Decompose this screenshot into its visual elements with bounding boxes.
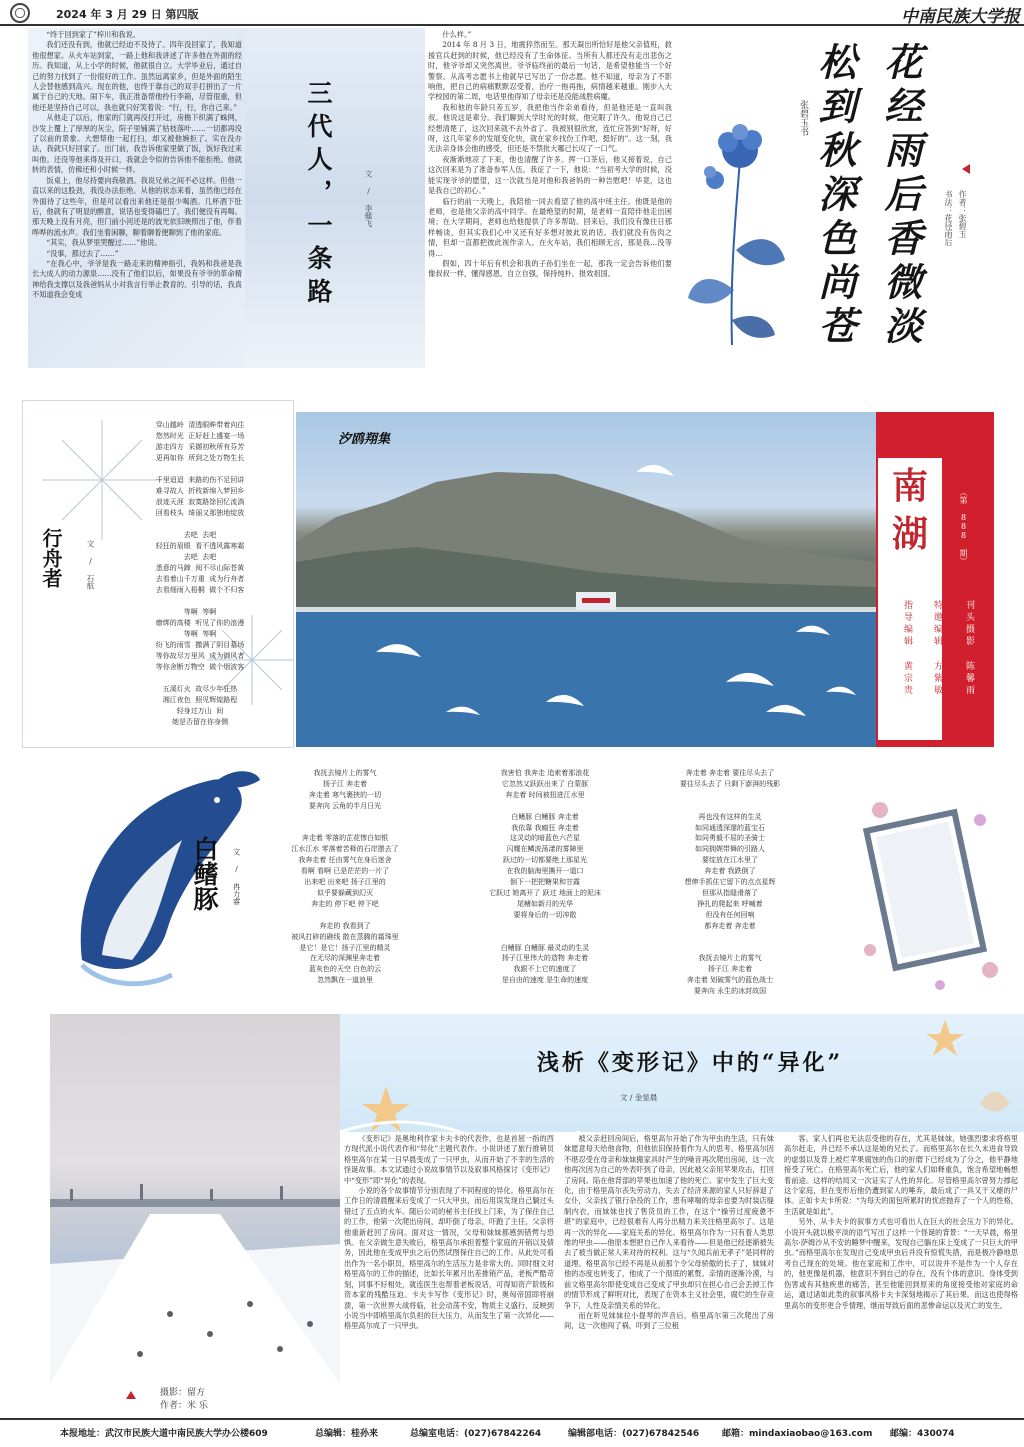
paragraph: 被父亲赶回房间后，格里高尔开始了作为甲虫的生活，只有妹妹愿意每天给他食物，但他依旧保持着作为人的思考。格里高尔因不堪忍受在母亲和妹妹搬家具时产生的噪音再次爬出房间，这一次他再次因为自己的外表吓到了母亲，因此被父亲用苹果攻击，打回了房间。陷在他背部的苹果也加速了他的死亡。家中发生了巨大变化，由于格里高尔丧失劳动力，失去了经济来源的家人只好辞退了女仆，父亲找了银行杂役的工作，患有哮喘的母亲也要为时装店缝制内衣，而妹妹也找了售货员的工作，在这个“操劳过度疲惫不堪”的家庭中，已经很难有人再分出精力来关注格里高尔了。这是再一次的异化——家庭关系的异化。格里高尔作为一只有着人类思维的甲虫——他原本想把自己作人来看待——但是他已经逐渐被失去了被当做正常人来对待的权利。这与“久闻兵前无孝子”是同样的道理。格里高尔已经不再是从前那个令父母骄傲的长子了，妹妹对他的态度也转变了，他成了一个彻底的累赘。亲情的逐渐冷漠，与前文格里高尔即使变成自己变成了甲虫却只在担心自己会丢掉工作的情节形成了鲜明对比，表现了在资本主义社会里，腐烂的生存竞争下，人性及亲情关系的异化。 — [564, 1134, 774, 1310]
poem-xing-body — [110, 420, 290, 740]
paragraph: 另外，从卡夫卡的叙事方式也可看出人在巨大的社会压力下的异化。小说开头就以极平淡的语气写出了这样一个怪诞的背景：“一天早晨，格里高尔·萨姆沙从不安的睡梦中醒来，发现自己躺在床上变成了一只巨大的甲虫。”而格里高尔在发现自己变成甲虫后并没有惊慌失措，而是极冷静地思考自己现在的处境。他在家庭和工作中，可以说并不是作为一个人存在的，他更像是机器，他意识不到自己的存在，没有个体的意识。身体受到伤害或有其他疾患的痛苦，甚至他能回到原来的角度接受他对家庭的命运，通过诸如此类的叙事风格卡夫卡深刻地揭示了其后果。而这也使得格里高尔的变形更合乎情理，继而导致后面的悲惨命运以及灭亡的发生。 — [784, 1217, 1018, 1310]
photo-bottom-credit-photo: 摄影：留方 — [160, 1388, 206, 1398]
nanhu-staff-photo: 刊头摄影 陈馨雨 — [964, 600, 974, 697]
red-marker-icon — [126, 1391, 136, 1399]
poem-orca-column-2: 我害怕 我奔走 追索着那浪花 它忽然又跃跃出来了 白蒙豚 奔走着 时间被扭进江水里 白鳍豚 白鳍豚 奔走着 我依靠 我瘢狂 奔走着 这灵动的暗蓝色六芒星 闪耀在鳞波荡漾的雾障里 跃过的一切都要绝上那星光 在我的脑海里撕开一道口 倒下一把把糖果和甘露 它跃过 她离开了 跃过 地面上的泥沫 尾鳍如新月的光华 要将身后的一切冲散 白鳍豚 白鳍豚 最灵动的生灵 扬子江里伟大的造物 奔走着 我跟不上它的速度了 是自由的速度 是生命的速度 — [489, 769, 601, 985]
calligraphy-signature: 张碧玉书 — [798, 100, 808, 136]
poem-orca-column-3: 奔走着 奔走着 要往尽头去了 要往尽头去了 只剩下澎湃的残影 再也没有这样的生灵 如同通透深邃的蓝宝石 如同勇毅不屈的圣骑士 如同拥娓带舞的引路人 要绽放在江水里了 奔走着 我跌倒了 想伸手抓住它留下的点点星辉 但那从指缝滑落了 挣扎的爬起来 呼喊着 但没有任何回响 都奔走着 奔走着 我抚去镜片上的雾气 扬子江 奔走着 奔走着 划破雾气的蓝色战士 要奔向 永生的冰封故国 — [679, 769, 781, 996]
poem-orca-author: 文 / 冉力睿 — [232, 848, 241, 905]
paragraph: 《变形记》是奥地利作家卡夫卡的代表作，也是首屈一指的西方现代派小说代表作和“异化”主题代表作。小说讲述了旅行推销员格里高尔在某一日早晨变成了一只甲虫，从而开始了不幸的生活的怪诞故事。本文试通过小说故事情节以及叙事风格探讨《变形记》中“变形”即“异化”的表现。 — [344, 1134, 554, 1185]
nanhu-issue-number: （第 888 期） — [959, 488, 968, 565]
lake-scene-illustration-icon — [296, 412, 876, 747]
nanhu-staff-advisor: 指导编辑 黄宗贵 — [902, 600, 912, 697]
calligraphy-credit-method: 书法：花径雨后 — [944, 190, 953, 246]
paragraph: 而在听见妹妹拉小提琴的声音后，格里高尔第三次爬出了房间，这一次他闯了祸，吓到了三位租 — [564, 1310, 774, 1331]
paragraph: “在我心中，爷爷是我一路走来的精神指引，我妈和我爸是我长大成人的动力源泉……没有了他们以后，如果没有爷爷的革命精神给我支撑以及我爸妈从小对我言行举止教育的、引导的话，我真不知道我会变成 — [32, 258, 242, 300]
poem-stanza: 千里迢迢 来路的伤不足回讲 难寻故人 折枝新绵入梦回乡 浪迹天涯 寂寞路馀回忆流淌 回看枝头 绮丽又那独地绽放 — [155, 476, 245, 517]
photo-bottom-credit-author: 作者：米 乐 — [160, 1401, 208, 1411]
paragraph: “其实，我从梦里哭醒过……”他说。 — [46, 238, 162, 248]
calligraphy-line-1: 花经雨后香微淡 — [878, 42, 923, 350]
snow-bridge-scene-illustration-icon — [50, 1014, 340, 1384]
poem-stanza: 穿山越岭 清透眼眸带着向往 悠然时光 正好赶上盛宴一场 游走四方 采撷初秋所有芬芳 更再如你 所到之处万物生长 — [155, 421, 245, 462]
article1-title: 三代人，一条路 — [304, 80, 333, 311]
newspaper-name: 中南民族大学报 — [901, 7, 1020, 27]
poem-stanza: 去吧 去吧 轻狂的眉眼 看不透风露寒霜 去吧 去吧 悉意的马蹄 阅不尽山际苍黄 去看着山千万重 成为行舟者 去看细雨入梧桐 做个不归客 — [155, 531, 245, 594]
paragraph: 小说的各个故事情节分别表现了不同程度的异化。格里高尔在工作日的清晨醒来后变成了一只大甲虫，而后用误发现自己躺过头错过了五点的火车。随后公司的秘书主任找上门来，为了保住自己的工作，他第一次爬出房间，却吓倒了母亲，吓跑了主任，父亲将他重新赶回了房间。面对这一情况，父母和妹妹都感到错愕与恐惧。在父亲做生意失败后，格里高尔承担着整个家庭的开销以及债务，因此他在变成甲虫之后仍然试图保住自己的工作。从此处可看出作为一名小职员，格里高尔的生活压力是非常大的。同时细文对格里高尔的工作的描述，比如长年累月出差推销产品，老板严酷苛刻，同事不好相处，就连医生也帮着老板说话，可得知资产阶级和资本家的残酷压迫。卡夫卡写作《变形记》时，奥匈帝国即将崩溃，第一次世界大战将临，社会动荡不安，物质主义盛行，反映到小说当中即格里高尔负担的巨大压力，从而发生了第一次异化——格里高尔成了一只甲虫。 — [344, 1186, 554, 1331]
article1-column-2 — [428, 30, 672, 366]
essay-author: 文 / 金显晨 — [620, 1093, 658, 1102]
paragraph: 饭桌上，他尽持要向我敬酒。我说兄弟之间不必这样。但他一直以来的这股劲，我没办法拒绝。从他的状态来看，虽然他已经在外面待了这些年，但是可以看出来他还是很少喝酒。几杯酒下肚后，他就有了明显的醉意，说话也变得磕巴了，我们便没有再喝。那天晚上没有月亮，但门前小河还是的波光依旧映照出了他，伴着哗哗的流水声。我们坐着闲聊，聊着聊着便聊到了他的家庭。 — [32, 175, 242, 237]
mirror-frame-illustration-icon — [840, 780, 1010, 1000]
paragraph: “没事，都过去了……” — [46, 248, 119, 258]
red-marker-icon — [962, 164, 970, 174]
calligraphy-line-2: 松到秋深色尚苍 — [812, 42, 857, 350]
nanhu-staff-editor: 特邀编辑 方紫敏 — [932, 600, 942, 697]
paragraph: 临行的前一天晚上，我陪他一同去看望了他的高中班主任。他既是他的老师，也是他父亲的高中同学。在最绝望的时期，是老师一直陪伴他走出困境；在大学期间，老师也给他提供了许多帮助。回来后，我们没有像往日那样畅谈，但其实我们心中又还有好多想对彼此说的话。我们就没有伤肉之情，但却一直都把彼此视作亲人。在火车站，我们相顾无言，那是我…没等得… — [428, 196, 672, 258]
page-footer — [0, 1418, 1024, 1447]
essay-title: 浅析《变形记》中的“异化” — [536, 1050, 844, 1076]
article1-author: 文 / 李健飞 — [364, 170, 373, 227]
paragraph: 从他走了以后，他家的门就再没打开过，房檐下织满了蛛网，沙发上覆上了厚厚的灰尘，院子里铺满了枯枝落叶……一切都再没了以前的景象。大想帮他一起打扫，却又被他婉拒了。实在没办法，我就只好回家了。出门前，我告诉他家里做了饭，饭好我过来叫他。还没等他来得及开口，我就会令似的告诉他不能拒绝。他就转的表情，仿佛还和小时候一样。 — [32, 113, 242, 175]
snow-bridge-photo — [50, 1014, 340, 1384]
essay-column-1 — [344, 1134, 554, 1416]
nanhu-title: 南湖 — [891, 465, 928, 555]
paragraph: 夜渐渐地凉了下来，他也清醒了许多。挥一口茶后，他又接着说，自己这次回来是为了准备参军人伍。我征了一下，他说：“当初考大学的时候，没能实现爷爷的愿望，这一次就当是对他和我爸妈的一种告慰吧！毕竟，这也是我自己的初心。” — [428, 154, 672, 196]
blue-flower-illustration-icon — [680, 120, 790, 350]
essay-column-3 — [784, 1134, 1018, 1416]
calligraphy-credit-author: 作者：张碧玉 — [958, 190, 967, 238]
footer-email: 邮箱：mindaxiaobao@163.com — [722, 1429, 873, 1439]
article1-column-1 — [32, 30, 242, 366]
poem-xing-title: 行舟者 — [39, 528, 63, 588]
footer-address: 本报地址：武汉市民族大道中南民族大学办公楼609 — [60, 1429, 268, 1439]
issue-date: 2024 年 3 月 29 日 第四版 — [56, 8, 199, 21]
photo-bottom-credit — [160, 1387, 280, 1417]
poem-xing-author: 文 / 石航 — [86, 540, 95, 590]
poem-stanza: 五溪灯火 故尽少年狂热 湘江夜色 照见辉煌路程 轻身过万山 间 她是否留在你身侧 — [162, 685, 238, 726]
paragraph: 客。家人们再也无法忍受他的存在，尤其是妹妹，她强烈要求将格里高尔赶走，并已经不承认这是她的兄长了。而格里高尔在长久未进食导致的虚弱以及背上被烂苹果腐蚀的伤口的折磨下已经成为了分之，他平静地接受了死亡。在格里高尔死亡后，他的家人们如释重负，饱含希望地畅想着前途。这样的结局又一次证实了人性的异化。尽管格里高尔曾努力撑起这个家庭，但在变形后他仍遭到家人的唾弃，最后成了一具又干又瘪的尸体。正如卡夫卡所说：“为每天的面包所累时的忧虑抛弃了一个人的性格，生活就是如此”。 — [784, 1134, 1018, 1216]
paragraph: 我们还没有到，他就已经迫不及待了。四年没回家了，我知道他很想家。从火车站到家，一路上他和我讲述了许多他在外面的经历。我知道，从上小学的时候，他就很自立。大学毕业后，通过自己的努力找到了一份很好的工作。虽然远离家乡，但是外面的陌生人会替他感到高兴。现在的他，也终于靠自己的双手打拼出了一片属于自己的天地。闹下车，我正准备帮他拎行李箱，尽管很重，但他还是坚持自己可以。我也就只好笑着说：“行，行，你自己来。” — [32, 40, 242, 112]
photo-main-caption: 汐鸥翔集 — [338, 432, 391, 447]
paragraph: 我和他的年龄只差五岁，我把他当作亲弟看待，但是他还是一直叫我叔。他说这是辈分。我们聊到大学时光的时候，他完眼了许久。他说自己已经想清楚了，这次回来就不去外省了。我被别很欣赏，连忙应答到“好呀，好呀，这几年家乡的发展变化快，就在家乡找份工作吧，挺好的”。这一刻，我无法亲身体会他的感受，但还是不禁批大哪已长叹了一口气。 — [428, 102, 672, 154]
footer-postcode: 邮编：430074 — [890, 1429, 955, 1439]
university-logo-icon — [10, 3, 30, 23]
paragraph: 假如，四十年后有机会和我的子孙们坐在一起，那我一定会告诉他们要像叔叔一样，懂得感恩，自立自强，保持纯朴，报效祖国。 — [428, 258, 672, 279]
footer-editor-tel: 总编室电话：(027)67842264 — [410, 1429, 542, 1439]
seagull-lake-photo — [296, 412, 876, 747]
page-header — [0, 0, 1024, 26]
paragraph: “终于回到家了”梓川和我说。 — [46, 30, 140, 39]
footer-dept-tel: 编辑部电话：(027)67842546 — [568, 1429, 700, 1439]
paragraph: 2014 年 8 月 3 日，地震猝然而至。那天凝出所恰好是他父亲值班，救援官兵赶到的时候，他已经没有了生命体征。当所有人都还没有走出悲伤之时，他爷爷却又突然离世。爷爷临终前的最后一句话，是希望他能当一个好警察。从高考志愿书上他就早已写出了一份志愿。他不知道，母亲为了不影响他，把自己的病痛默默忍受着，治疗一拖再拖，病情越来越重。刚步入大学校园的第二周，电话里他得知了母亲还是没能战胜病魔。 — [428, 40, 672, 102]
footer-chief-editor: 总编辑：桂孙来 — [315, 1429, 379, 1439]
paragraph: 什么样。” — [442, 30, 472, 39]
essay-column-2 — [564, 1134, 774, 1416]
poem-orca-title: 白鳍豚 — [190, 836, 219, 911]
poem-stanza: 等啊 等啊 缭绑的高楼 听见了你的浪漫 等啊 等啊 纷飞的雨雪 撒满了阴目墓场 等你故尽万里风 成为御风者 等你舍断万物空 做个烟波客 — [155, 608, 245, 671]
poem-orca-column-1: 我抚去镜片上的雾气 扬子江 奔走着 奔走着 寒气裹挟的一切 要奔向 云角的半月日光 奔走着 零落的芷花惨白如银 江水江水 零落着苦释的石岸摆去了 我奔走着 任由雾气在身后迷舍 看啊 看啊 已是茫茫的一片了 出来吧 出来吧 扬子江里的 似乎要躲藏到幻灭 奔走的 停下吧 停下吧 奔走的 我看到了 被风打碎的礁线 散在蒸腾的霜珠里 是它！是它！扬子江里的精灵 在无尽的深渊里奔走着 蓝灰色的天空 白色的云 忽然飘在一道浪里 — [291, 769, 399, 985]
